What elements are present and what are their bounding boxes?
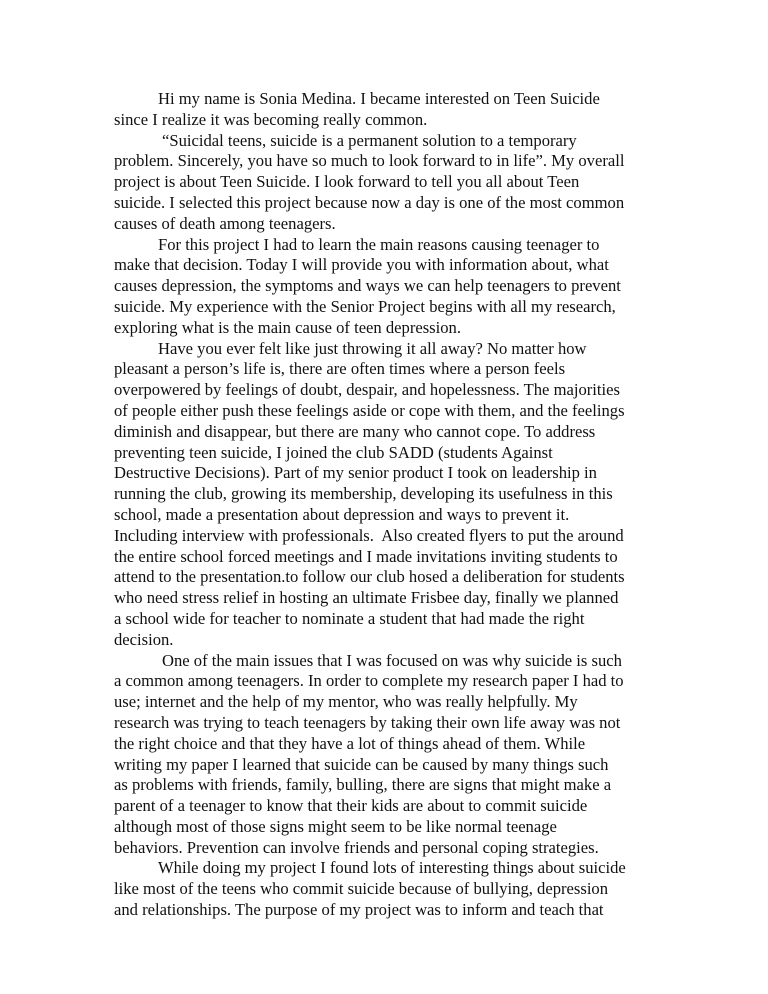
text-line: a school wide for teacher to nominate a student that had made the right <box>114 608 585 628</box>
text-line: pleasant a person’s life is, there are often times where a person feels <box>114 359 566 379</box>
text-line: like most of the teens who commit suicide because of bullying, depression <box>114 879 609 899</box>
text-line: attend to the presentation.to follow our club hosed a deliberation for students <box>114 567 625 587</box>
text-line: suicide. I selected this project because now a day is one of the most common <box>114 192 625 212</box>
text-line: running the club, growing its membership, developing its usefulness in this <box>114 484 613 504</box>
text-line: school, made a presentation about depression and ways to prevent it. <box>114 504 570 524</box>
text-line: Destructive Decisions). Part of my senior product I took on leadership in <box>114 463 597 483</box>
text-line: One of the main issues that I was focused on was why suicide is such <box>162 650 622 670</box>
text-line: diminish and disappear, but there are many who cannot cope. To address <box>114 421 596 441</box>
text-line: Hi my name is Sonia Medina. I became interested on Teen Suicide <box>158 89 600 108</box>
text-line: While doing my project I found lots of interesting things about suicide <box>158 858 626 878</box>
document-body <box>114 89 659 921</box>
text-line: overpowered by feelings of doubt, despair, and hopelessness. The majorities <box>114 380 620 400</box>
text-line: preventing teen suicide, I joined the club SADD (students Against <box>114 442 553 462</box>
text-line: writing my paper I learned that suicide can be caused by many things such <box>114 754 609 774</box>
text-line: problem. Sincerely, you have so much to look forward to in life”. My overall <box>114 151 625 171</box>
text-line: causes of death among teenagers. <box>114 213 336 233</box>
text-line: the right choice and that they have a lot of things ahead of them. While <box>114 733 586 753</box>
text-line: causes depression, the symptoms and ways we can help teenagers to prevent <box>114 276 621 296</box>
text-line: use; internet and the help of my mentor, who was really helpfully. My <box>114 692 578 712</box>
text-line: as problems with friends, family, bulling, there are signs that might make a <box>114 775 612 795</box>
text-line: For this project I had to learn the main reasons causing teenager to <box>158 234 600 254</box>
text-line: of people either push these feelings aside or cope with them, and the feelings <box>114 400 625 420</box>
text-line: the entire school forced meetings and I made invitations inviting students to <box>114 546 618 566</box>
text-line: decision. <box>114 629 174 649</box>
text-line: parent of a teenager to know that their kids are about to commit suicide <box>114 796 588 816</box>
text-line: Including interview with professionals. Also created flyers to put the around <box>114 525 624 545</box>
text-line: who need stress relief in hosting an ultimate Frisbee day, finally we planned <box>114 588 619 608</box>
text-line: Have you ever felt like just throwing it all away? No matter how <box>158 338 587 358</box>
text-line: research was trying to teach teenagers by taking their own life away was not <box>114 712 621 732</box>
text-line: make that decision. Today I will provide you with information about, what <box>114 255 609 275</box>
text-line: project is about Teen Suicide. I look forward to tell you all about Teen <box>114 172 580 192</box>
text-line: behaviors. Prevention can involve friends and personal coping strategies. <box>114 837 599 857</box>
text-line: since I realize it was becoming really common. <box>114 109 428 129</box>
text-line: although most of those signs might seem to be like normal teenage <box>114 816 557 836</box>
text-line: exploring what is the main cause of teen depression. <box>114 317 461 337</box>
text-line: a common among teenagers. In order to complete my research paper I had to <box>114 671 624 691</box>
text-line: “Suicidal teens, suicide is a permanent solution to a temporary <box>162 130 577 150</box>
text-line: suicide. My experience with the Senior Project begins with all my research, <box>114 296 616 316</box>
text-line: and relationships. The purpose of my project was to inform and teach that <box>114 900 604 920</box>
